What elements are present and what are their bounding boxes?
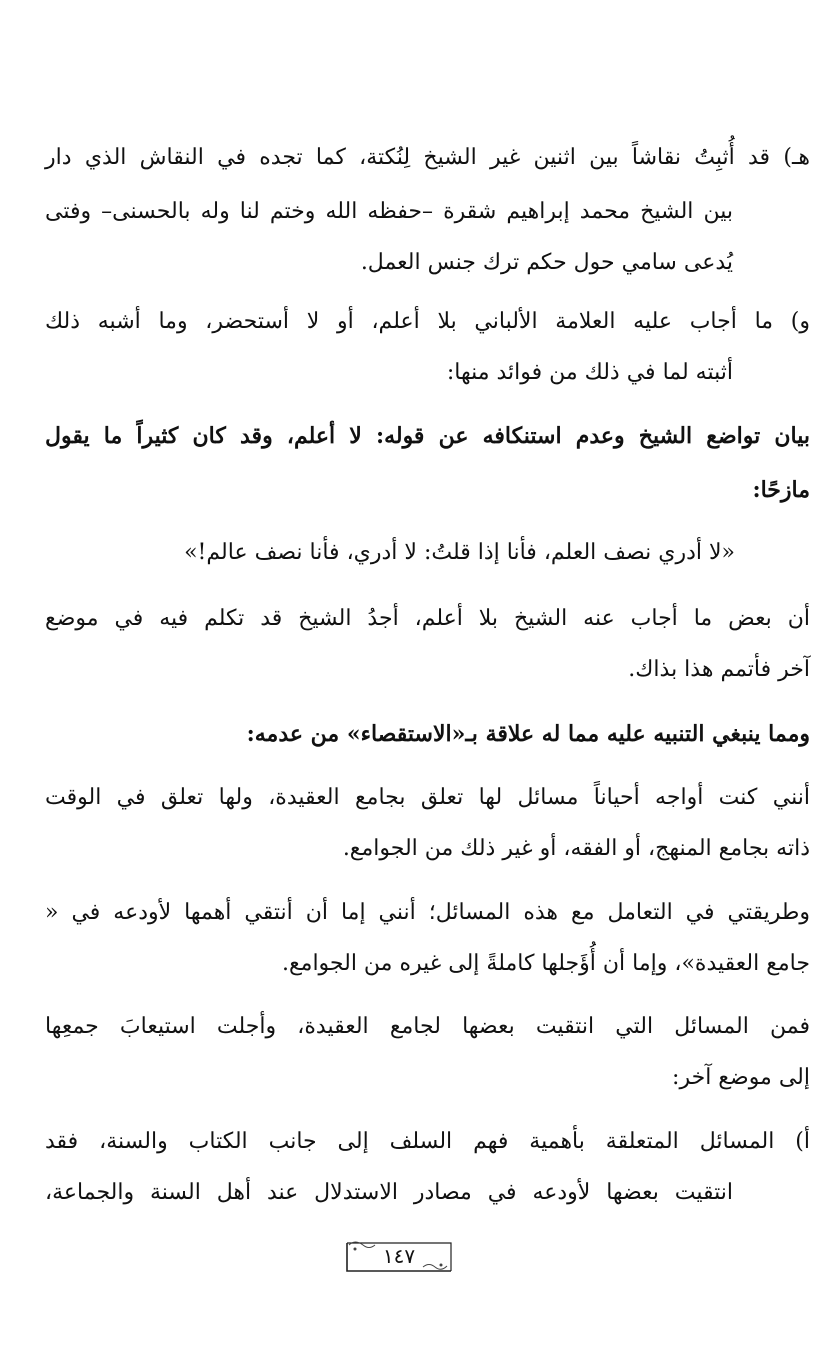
- text-line-13: ذاته بجامع المنهج، أو الفقه، أو غير ذلك من الجوامع.: [342, 836, 810, 861]
- text-line-10: آخر فأتمم هذا بذاك.: [628, 657, 810, 682]
- section-heading: ومما ينبغي التنبيه عليه مما له علاقة بـ«الاستقصاء» من عدمه:: [246, 721, 810, 747]
- text-line-5: أثبته لما في ذلك من فوائد منها:: [446, 360, 733, 385]
- text-line-18: أ) المسائل المتعلقة بأهمية فهم السلف إلى جانب الكتاب والسنة، فقد: [45, 1129, 810, 1154]
- text-line-19: انتقيت بعضها لأودعه في مصادر الاستدلال عند أهل السنة والجماعة،: [45, 1180, 733, 1205]
- text-line-14: وطريقتي في التعامل مع هذه المسائل؛ أنني إما أن أنتقي أهمها لأودعه في «: [45, 900, 810, 925]
- text-line-9: أن بعض ما أجاب عنه الشيخ بلا أعلم، أجدُ الشيخ قد تكلم فيه في موضع: [45, 606, 810, 631]
- text-line-3: يُدعى سامي حول حكم ترك جنس العمل.: [360, 250, 733, 275]
- text-line-16: فمن المسائل التي انتقيت بعضها لجامع العقيدة، وأجلت استيعابَ جمعِها: [45, 1014, 810, 1039]
- text-line-2: بين الشيخ محمد إبراهيم شقرة –حفظه الله وختم لنا وله بالحسنى– وفتى: [45, 199, 733, 224]
- text-line-15: جامع العقيدة»، وإما أن أُؤَجلها كاملةً إلى غيره من الجوامع.: [281, 951, 810, 976]
- text-line-4: و) ما أجاب عليه العلامة الألباني بلا أعلم، أو لا أستحضر، وما أشبه ذلك: [45, 309, 810, 334]
- quote-line: «لا أدري نصف العلم، فأنا إذا قلتُ: لا أدري، فأنا نصف عالم!»: [184, 540, 735, 565]
- text-line-12: أنني كنت أواجه أحياناً مسائل لها تعلق بجامع العقيدة، ولها تعلق في الوقت: [45, 785, 810, 810]
- text-line-17: إلى موضع آخر:: [672, 1065, 810, 1090]
- page-number-ornament: [343, 1237, 455, 1277]
- text-line-6: بيان تواضع الشيخ وعدم استنكافه عن قوله: لا أعلم، وقد كان كثيراً ما يقول: [45, 423, 810, 449]
- text-line-1: هـ) قد أُثبِتُ نقاشاً بين اثنين غير الشيخ لِنُكتة، كما تجده في النقاش الذي دار: [45, 145, 810, 170]
- page-number: ١٤٧: [382, 1244, 416, 1268]
- text-line-7: مازحًا:: [752, 477, 810, 503]
